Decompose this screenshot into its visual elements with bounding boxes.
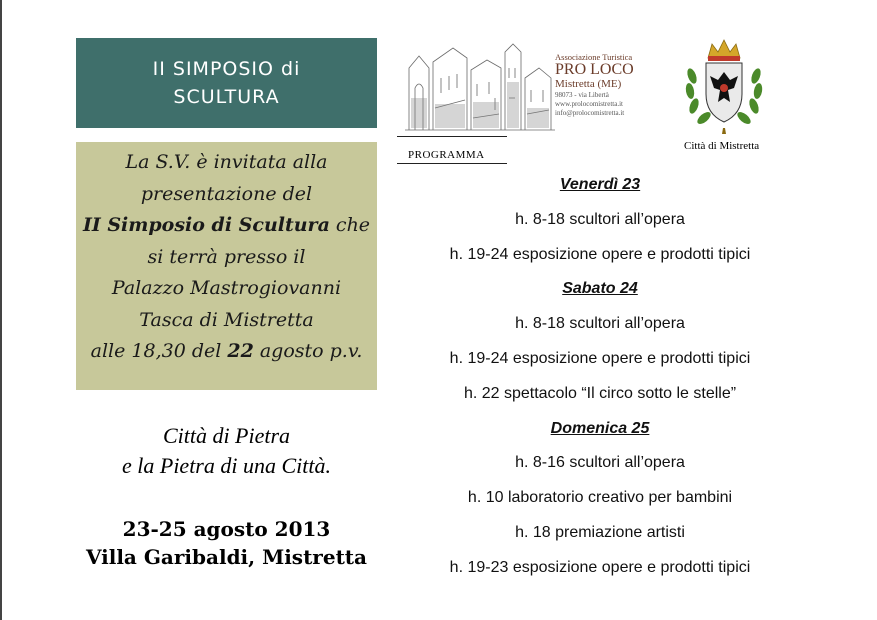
town-sketch-logo [405,38,555,133]
schedule-item [400,238,800,273]
invite-line-rest: che [329,214,371,236]
program-divider-bottom [397,163,507,164]
proloco-email: info@prolocomistretta.it [555,109,625,117]
proloco-association: Associazione Turistica [555,52,633,62]
event-dates [66,515,387,571]
schedule-day-heading [400,272,800,307]
invite-line: si terrà presso il [147,245,306,268]
schedule-item-text: h. 8-18 scultori all’opera [515,315,685,333]
page-left-border [0,0,2,620]
proloco-name: PRO LOCO [555,61,634,78]
schedule-item [400,342,800,377]
invite-line: Tasca di Mistretta [139,308,314,331]
event-title-line1: II SIMPOSIO di [152,58,301,80]
event-venue: Villa Garibaldi, Mistretta [85,545,368,569]
schedule-item-text: h. 19-24 esposizione opere e prodotti tipici [449,245,751,263]
schedule-item-text: h. 19-24 esposizione opere e prodotti tipici [449,349,751,367]
schedule-item-text: h. 8-18 scultori all’opera [515,210,685,228]
schedule-day-label: Domenica 25 [550,419,650,437]
invite-line: presentazione del [140,182,313,205]
program-schedule [400,168,800,586]
city-coat-of-arms-icon [682,36,766,136]
motto [76,421,377,481]
proloco-website: www.prolocomistretta.it [555,100,623,108]
invite-line [76,336,377,368]
schedule-item [400,481,800,516]
schedule-item [400,307,800,342]
invite-event-name: II Simposio di Scultura [82,214,330,236]
schedule-item [400,203,800,238]
proloco-text-block [555,52,635,118]
schedule-item [400,516,800,551]
schedule-item-text: h. 8-16 scultori all’opera [515,454,685,472]
schedule-item [400,377,800,412]
motto-line1: Città di Pietra [162,423,291,448]
proloco-logo [405,38,634,133]
schedule-item [400,446,800,481]
schedule-day-heading [400,168,800,203]
program-label: PROGRAMMA [408,149,485,161]
schedule-day-heading [400,412,800,447]
schedule-day-label: Venerdì 23 [559,176,641,193]
event-date-range: 23-25 agosto 2013 [122,517,331,541]
schedule-item-text: h. 18 premiazione artisti [515,523,685,541]
invitation-box [76,142,377,390]
schedule-item-text: h. 10 laboratorio creativo per bambini [467,489,733,507]
schedule-day-label: Sabato 24 [562,280,638,298]
proloco-town: Mistretta (ME) [555,78,622,90]
schedule-item [400,551,800,586]
schedule-item-text: h. 19-23 esposizione opere e prodotti tipici [449,558,751,576]
invite-month: agosto p.v. [253,340,363,362]
invite-line [76,210,377,242]
event-title-box [76,38,377,128]
motto-line2: e la Pietra di una Città. [122,453,331,478]
event-title-line2: SCULTURA [173,86,280,108]
invite-day: 22 [227,340,254,362]
schedule-item-text: h. 22 spettacolo “Il circo sotto le stelle” [463,384,737,402]
invite-line: La S.V. è invitata alla [125,151,328,173]
proloco-address: 98073 - via Libertà [555,91,609,99]
invite-line: Palazzo Mastrogiovanni [111,277,342,299]
program-divider-top [397,136,507,137]
city-caption: Città di Mistretta [684,140,760,152]
invite-time: alle 18,30 del [90,340,228,362]
